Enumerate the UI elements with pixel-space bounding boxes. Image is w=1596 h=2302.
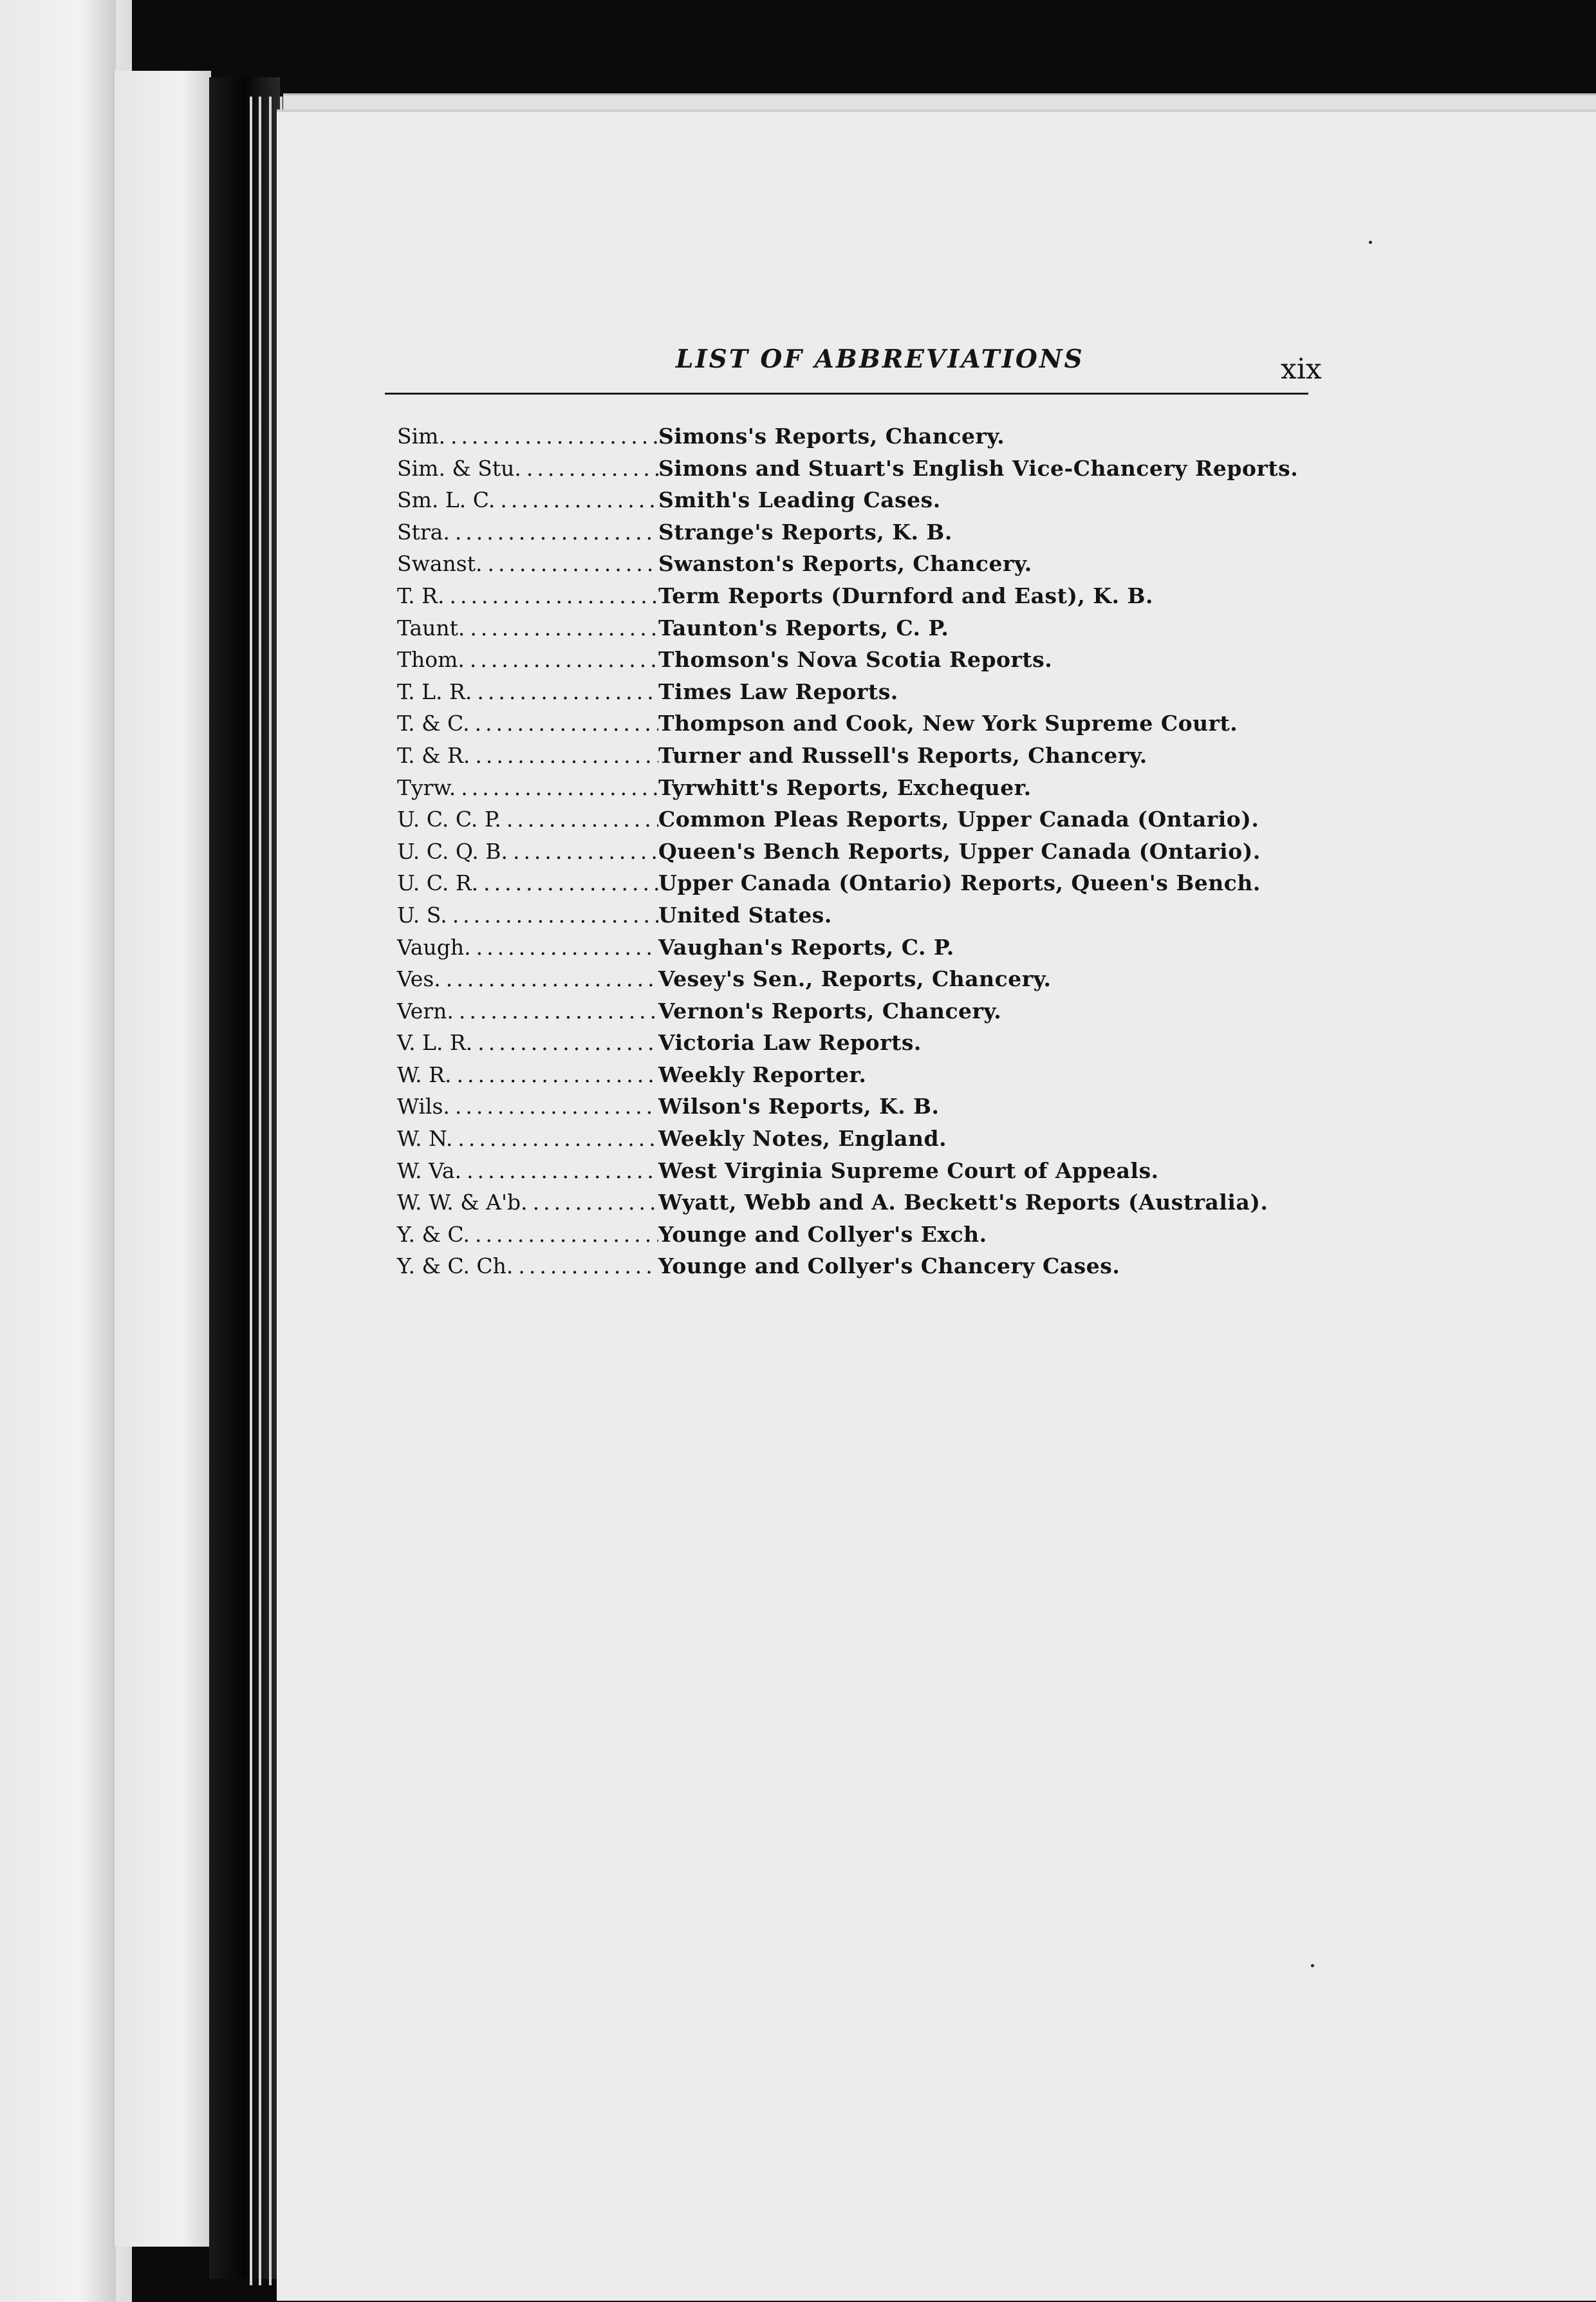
abbreviation-text: Y. & C. Ch. — [397, 1253, 514, 1279]
abbreviation-text: Y. & C. — [397, 1221, 470, 1247]
list-item — [397, 519, 1311, 552]
leader-dots — [475, 743, 658, 768]
list-item — [397, 1094, 1311, 1126]
list-item — [397, 551, 1311, 583]
leader-dots — [475, 1222, 658, 1247]
abbreviation-text: U. C. R. — [397, 870, 479, 896]
abbreviation-text: T. R. — [397, 583, 445, 608]
leader-dots — [456, 1062, 658, 1087]
abbreviation — [397, 711, 658, 736]
list-item — [397, 679, 1311, 711]
list-item — [397, 966, 1311, 998]
abbreviation — [397, 1062, 658, 1087]
abbreviation-text: Thom. — [397, 647, 465, 673]
abbreviation — [397, 870, 658, 895]
abbreviation-text: Stra. — [397, 519, 450, 545]
abbreviation-meaning: Younge and Collyer's Exch. — [658, 1221, 987, 1247]
list-item — [397, 615, 1311, 648]
running-head: LIST OF ABBREVIATIONS — [676, 344, 1084, 374]
leader-dots — [470, 647, 658, 672]
header-rule — [385, 393, 1308, 395]
list-item — [397, 935, 1311, 967]
abbreviation-text: Vaugh. — [397, 934, 471, 960]
abbreviation — [397, 519, 658, 545]
abbreviation — [397, 1190, 658, 1215]
list-item — [397, 743, 1311, 775]
abbreviation-list — [397, 424, 1311, 1286]
abbreviation-text: Wils. — [397, 1094, 450, 1119]
leader-dots — [458, 1126, 658, 1151]
list-item — [397, 456, 1311, 488]
abbreviation — [397, 583, 658, 608]
abbreviation — [397, 424, 658, 449]
abbreviation — [397, 775, 658, 800]
abbreviation-meaning: Swanston's Reports, Chancery. — [658, 551, 1032, 577]
list-item — [397, 1126, 1311, 1158]
abbreviation — [397, 1222, 658, 1247]
abbreviation — [397, 903, 658, 928]
leader-dots — [450, 424, 658, 449]
leader-dots — [477, 679, 658, 704]
abbreviation-meaning: Simons and Stuart's English Vice-Chancery Reports. — [658, 455, 1299, 481]
abbreviation-meaning: Taunton's Reports, C. P. — [658, 615, 949, 641]
abbreviation-text: U. S. — [397, 902, 447, 928]
abbreviation-meaning: Common Pleas Reports, Upper Canada (Ontario). — [658, 807, 1259, 832]
list-item — [397, 903, 1311, 935]
abbreviation-meaning: Strange's Reports, K. B. — [658, 519, 952, 545]
page-number: xix — [1281, 353, 1322, 386]
abbreviation-meaning: Vernon's Reports, Chancery. — [658, 998, 1002, 1024]
abbreviation-meaning: Younge and Collyer's Chancery Cases. — [658, 1253, 1120, 1279]
abbreviation-meaning: West Virginia Supreme Court of Appeals. — [658, 1157, 1159, 1183]
leader-dots — [500, 487, 658, 512]
leader-dots — [459, 998, 658, 1024]
abbreviation-text: Ves. — [397, 966, 441, 992]
abbreviation-text: W. Va. — [397, 1157, 462, 1183]
abbreviation — [397, 615, 658, 641]
abbreviation — [397, 1253, 658, 1278]
abbreviation-text: U. C. C. P. — [397, 807, 501, 832]
leader-dots — [478, 1030, 658, 1055]
abbreviation-text: W. W. & A'b. — [397, 1190, 528, 1215]
abbreviation-text: U. C. Q. B. — [397, 838, 508, 864]
leader-dots — [467, 1158, 658, 1183]
list-item — [397, 775, 1311, 807]
list-item — [397, 1062, 1311, 1094]
abbreviation — [397, 1158, 658, 1183]
list-item — [397, 1253, 1311, 1286]
list-item — [397, 1158, 1311, 1190]
leader-dots — [455, 1094, 658, 1119]
abbreviation — [397, 551, 658, 576]
list-item — [397, 839, 1311, 871]
leader-dots — [475, 711, 658, 736]
abbreviation-meaning: Weekly Reporter. — [658, 1062, 867, 1087]
abbreviation — [397, 966, 658, 991]
abbreviation-meaning: Victoria Law Reports. — [658, 1030, 922, 1056]
abbreviation-text: Sim. — [397, 424, 445, 449]
left-page-edge — [113, 71, 211, 2247]
abbreviation-meaning: Smith's Leading Cases. — [658, 487, 941, 513]
abbreviation — [397, 743, 658, 768]
leader-dots — [476, 935, 658, 960]
leader-dots — [470, 615, 658, 641]
abbreviation — [397, 1094, 658, 1119]
abbreviation — [397, 807, 658, 832]
abbreviation-meaning: Thompson and Cook, New York Supreme Court. — [658, 711, 1238, 736]
abbreviation — [397, 839, 658, 864]
abbreviation-text: Taunt. — [397, 615, 465, 641]
leader-dots — [513, 839, 658, 864]
list-item — [397, 998, 1311, 1031]
abbreviation-meaning: Turner and Russell's Reports, Chancery. — [658, 742, 1147, 768]
abbreviation — [397, 1030, 658, 1055]
abbreviation — [397, 998, 658, 1024]
abbreviation-meaning: United States. — [658, 902, 832, 928]
leader-dots — [452, 903, 658, 928]
leader-dots — [533, 1190, 658, 1215]
abbreviation-meaning: Simons's Reports, Chancery. — [658, 424, 1005, 449]
abbreviation — [397, 487, 658, 512]
leader-dots — [506, 807, 658, 832]
abbreviation-meaning: Term Reports (Durnford and East), K. B. — [658, 583, 1153, 608]
scan-speck — [1311, 1964, 1314, 1967]
abbreviation-text: V. L. R. — [397, 1030, 473, 1056]
leader-dots — [483, 870, 658, 895]
abbreviation — [397, 935, 658, 960]
abbreviation-text: W. R. — [397, 1062, 452, 1087]
scan-speck — [1369, 241, 1372, 244]
abbreviation-meaning: Wyatt, Webb and A. Beckett's Reports (Australia). — [658, 1190, 1268, 1215]
list-item — [397, 1222, 1311, 1254]
abbreviation-text: Tyrw. — [397, 774, 456, 800]
abbreviation-meaning: Tyrwhitt's Reports, Exchequer. — [658, 774, 1032, 800]
list-item — [397, 424, 1311, 456]
abbreviation-meaning: Weekly Notes, England. — [658, 1126, 947, 1152]
abbreviation-text: Vern. — [397, 998, 454, 1024]
list-item — [397, 1030, 1311, 1062]
abbreviation-text: T. & C. — [397, 711, 470, 736]
abbreviation-text: Swanst. — [397, 551, 483, 577]
leader-dots — [526, 456, 658, 481]
list-item — [397, 647, 1311, 679]
abbreviation-text: Sim. & Stu. — [397, 455, 521, 481]
leader-dots — [461, 775, 658, 800]
list-item — [397, 583, 1311, 615]
abbreviation-meaning: Upper Canada (Ontario) Reports, Queen's Bench. — [658, 870, 1261, 896]
abbreviation-text: W. N. — [397, 1126, 453, 1152]
abbreviation-meaning: Vaughan's Reports, C. P. — [658, 934, 954, 960]
left-page-shadow — [84, 0, 116, 2302]
leader-dots — [518, 1253, 658, 1278]
abbreviation — [397, 647, 658, 672]
leader-dots — [455, 519, 658, 545]
list-item — [397, 1190, 1311, 1222]
leader-dots — [446, 966, 658, 991]
abbreviation — [397, 456, 658, 481]
list-item — [397, 711, 1311, 743]
abbreviation-text: T. & R. — [397, 742, 470, 768]
list-item — [397, 487, 1311, 519]
abbreviation-meaning: Queen's Bench Reports, Upper Canada (Ontario). — [658, 838, 1261, 864]
abbreviation-meaning: Vesey's Sen., Reports, Chancery. — [658, 966, 1052, 992]
list-item — [397, 807, 1311, 839]
abbreviation-text: T. L. R. — [397, 678, 472, 704]
leader-dots — [487, 551, 658, 576]
leader-dots — [449, 583, 658, 608]
abbreviation-meaning: Thomson's Nova Scotia Reports. — [658, 647, 1053, 673]
list-item — [397, 870, 1311, 903]
abbreviation — [397, 679, 658, 704]
abbreviation — [397, 1126, 658, 1151]
abbreviation-meaning: Times Law Reports. — [658, 678, 898, 704]
abbreviation-meaning: Wilson's Reports, K. B. — [658, 1094, 940, 1119]
abbreviation-text: Sm. L. C. — [397, 487, 496, 513]
